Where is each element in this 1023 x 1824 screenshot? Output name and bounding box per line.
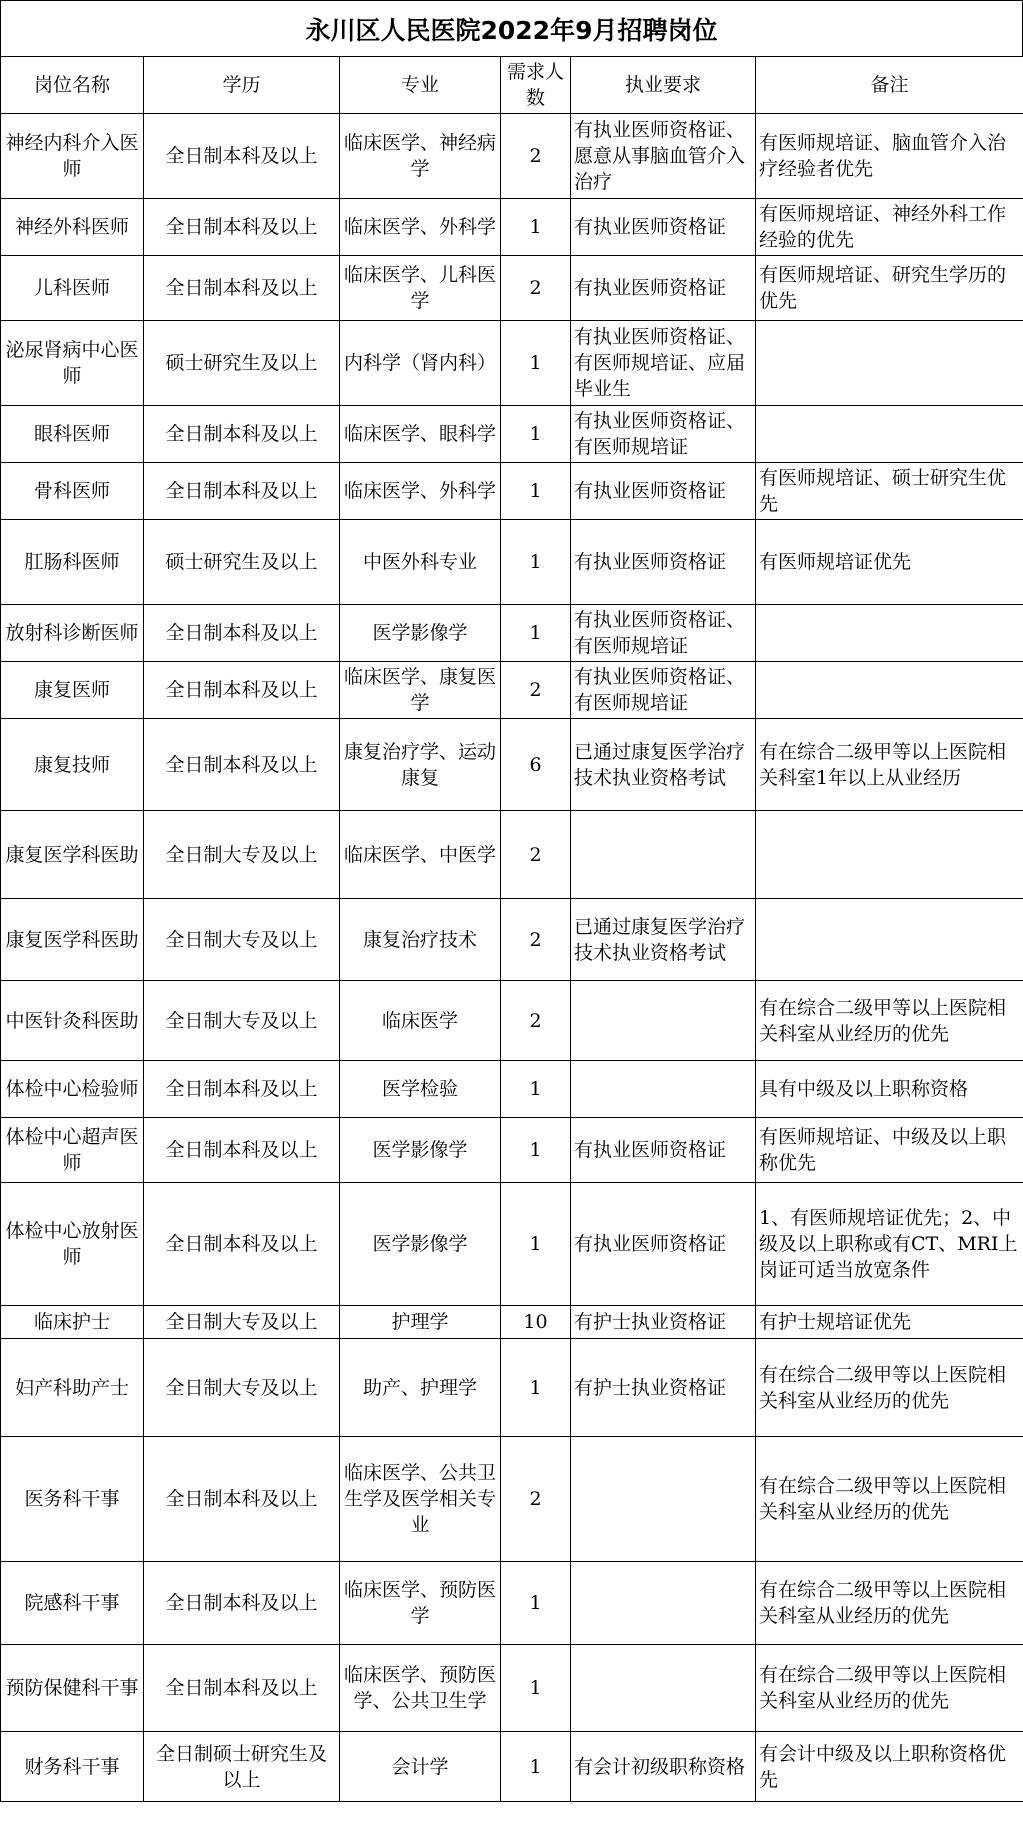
cell-requirement bbox=[571, 811, 756, 899]
cell-position: 妇产科助产士 bbox=[1, 1339, 144, 1437]
cell-education: 全日制本科及以上 bbox=[144, 1437, 340, 1562]
cell-position: 体检中心检验师 bbox=[1, 1061, 144, 1118]
cell-major: 医学检验 bbox=[340, 1061, 501, 1118]
cell-position: 财务科干事 bbox=[1, 1732, 144, 1802]
cell-position: 神经外科医师 bbox=[1, 199, 144, 256]
recruitment-table bbox=[0, 56, 1023, 1802]
cell-education: 全日制本科及以上 bbox=[144, 114, 340, 199]
cell-major: 临床医学、中医学 bbox=[340, 811, 501, 899]
cell-major: 临床医学、预防医学 bbox=[340, 1562, 501, 1645]
cell-remark: 有医师规培证、神经外科工作经验的优先 bbox=[756, 199, 1023, 256]
cell-requirement: 有执业医师资格证、有医师规培证 bbox=[571, 406, 756, 463]
cell-remark bbox=[756, 811, 1023, 899]
table-row bbox=[1, 1118, 1023, 1183]
header-requirement: 执业要求 bbox=[571, 57, 756, 114]
cell-position: 中医针灸科医助 bbox=[1, 981, 144, 1061]
cell-major: 内科学（肾内科） bbox=[340, 321, 501, 406]
table-row bbox=[1, 899, 1023, 981]
cell-major: 康复治疗技术 bbox=[340, 899, 501, 981]
cell-education: 全日制大专及以上 bbox=[144, 899, 340, 981]
cell-education: 全日制本科及以上 bbox=[144, 662, 340, 719]
cell-education: 全日制大专及以上 bbox=[144, 811, 340, 899]
cell-count: 2 bbox=[501, 811, 571, 899]
cell-position: 临床护士 bbox=[1, 1306, 144, 1339]
cell-requirement: 有护士执业资格证 bbox=[571, 1306, 756, 1339]
cell-count: 1 bbox=[501, 605, 571, 662]
cell-education: 全日制大专及以上 bbox=[144, 981, 340, 1061]
cell-remark: 有在综合二级甲等以上医院相关科室从业经历的优先 bbox=[756, 1339, 1023, 1437]
cell-remark: 有在综合二级甲等以上医院相关科室从业经历的优先 bbox=[756, 981, 1023, 1061]
cell-position: 体检中心超声医师 bbox=[1, 1118, 144, 1183]
cell-education: 硕士研究生及以上 bbox=[144, 321, 340, 406]
cell-requirement bbox=[571, 1562, 756, 1645]
table-row bbox=[1, 1339, 1023, 1437]
cell-count: 1 bbox=[501, 321, 571, 406]
cell-major: 临床医学、儿科医学 bbox=[340, 256, 501, 321]
cell-remark bbox=[756, 662, 1023, 719]
cell-count: 1 bbox=[501, 406, 571, 463]
cell-requirement bbox=[571, 1645, 756, 1732]
cell-major: 会计学 bbox=[340, 1732, 501, 1802]
cell-major: 医学影像学 bbox=[340, 1183, 501, 1306]
cell-major: 临床医学、外科学 bbox=[340, 463, 501, 520]
cell-position: 放射科诊断医师 bbox=[1, 605, 144, 662]
cell-count: 2 bbox=[501, 1437, 571, 1562]
table-row bbox=[1, 811, 1023, 899]
table-row bbox=[1, 199, 1023, 256]
cell-remark: 有会计中级及以上职称资格优先 bbox=[756, 1732, 1023, 1802]
table-row bbox=[1, 114, 1023, 199]
cell-position: 眼科医师 bbox=[1, 406, 144, 463]
cell-education: 全日制本科及以上 bbox=[144, 605, 340, 662]
cell-requirement: 有执业医师资格证 bbox=[571, 199, 756, 256]
header-count: 需求人数 bbox=[501, 57, 571, 114]
cell-remark: 有护士规培证优先 bbox=[756, 1306, 1023, 1339]
cell-education: 全日制本科及以上 bbox=[144, 463, 340, 520]
cell-major: 临床医学、神经病学 bbox=[340, 114, 501, 199]
cell-count: 2 bbox=[501, 662, 571, 719]
cell-remark: 有医师规培证、中级及以上职称优先 bbox=[756, 1118, 1023, 1183]
cell-education: 全日制本科及以上 bbox=[144, 256, 340, 321]
table-row bbox=[1, 321, 1023, 406]
cell-requirement: 有执业医师资格证 bbox=[571, 1118, 756, 1183]
cell-requirement: 有执业医师资格证、有医师规培证、应届毕业生 bbox=[571, 321, 756, 406]
cell-position: 骨科医师 bbox=[1, 463, 144, 520]
cell-position: 预防保健科干事 bbox=[1, 1645, 144, 1732]
cell-requirement: 有执业医师资格证、有医师规培证 bbox=[571, 605, 756, 662]
cell-remark bbox=[756, 899, 1023, 981]
cell-count: 6 bbox=[501, 719, 571, 811]
cell-requirement bbox=[571, 981, 756, 1061]
cell-count: 2 bbox=[501, 256, 571, 321]
cell-count: 10 bbox=[501, 1306, 571, 1339]
header-major: 专业 bbox=[340, 57, 501, 114]
cell-position: 神经内科介入医师 bbox=[1, 114, 144, 199]
cell-remark: 有在综合二级甲等以上医院相关科室从业经历的优先 bbox=[756, 1562, 1023, 1645]
cell-position: 肛肠科医师 bbox=[1, 520, 144, 605]
cell-education: 全日制本科及以上 bbox=[144, 199, 340, 256]
cell-remark bbox=[756, 321, 1023, 406]
cell-remark: 有医师规培证、硕士研究生优先 bbox=[756, 463, 1023, 520]
cell-education: 全日制本科及以上 bbox=[144, 1118, 340, 1183]
cell-position: 院感科干事 bbox=[1, 1562, 144, 1645]
cell-position: 康复医学科医助 bbox=[1, 811, 144, 899]
table-row bbox=[1, 1645, 1023, 1732]
cell-count: 1 bbox=[501, 1339, 571, 1437]
cell-requirement: 已通过康复医学治疗技术执业资格考试 bbox=[571, 899, 756, 981]
cell-major: 护理学 bbox=[340, 1306, 501, 1339]
cell-requirement: 有会计初级职称资格 bbox=[571, 1732, 756, 1802]
header-remark: 备注 bbox=[756, 57, 1023, 114]
cell-count: 2 bbox=[501, 981, 571, 1061]
cell-requirement: 有执业医师资格证 bbox=[571, 256, 756, 321]
table-row bbox=[1, 1437, 1023, 1562]
cell-count: 1 bbox=[501, 1645, 571, 1732]
cell-count: 1 bbox=[501, 199, 571, 256]
cell-remark: 具有中级及以上职称资格 bbox=[756, 1061, 1023, 1118]
cell-requirement: 有执业医师资格证、有医师规培证 bbox=[571, 662, 756, 719]
cell-education: 全日制本科及以上 bbox=[144, 1645, 340, 1732]
table-row bbox=[1, 520, 1023, 605]
page-title: 永川区人民医院2022年9月招聘岗位 bbox=[0, 0, 1023, 56]
cell-count: 1 bbox=[501, 463, 571, 520]
cell-requirement: 有护士执业资格证 bbox=[571, 1339, 756, 1437]
cell-remark: 有在综合二级甲等以上医院相关科室从业经历的优先 bbox=[756, 1437, 1023, 1562]
table-row bbox=[1, 1732, 1023, 1802]
cell-position: 体检中心放射医师 bbox=[1, 1183, 144, 1306]
cell-education: 全日制硕士研究生及以上 bbox=[144, 1732, 340, 1802]
cell-major: 康复治疗学、运动康复 bbox=[340, 719, 501, 811]
cell-major: 中医外科专业 bbox=[340, 520, 501, 605]
cell-remark: 有在综合二级甲等以上医院相关科室从业经历的优先 bbox=[756, 1645, 1023, 1732]
cell-education: 硕士研究生及以上 bbox=[144, 520, 340, 605]
cell-position: 康复技师 bbox=[1, 719, 144, 811]
cell-position: 泌尿肾病中心医师 bbox=[1, 321, 144, 406]
table-row bbox=[1, 1562, 1023, 1645]
cell-count: 1 bbox=[501, 1118, 571, 1183]
cell-education: 全日制本科及以上 bbox=[144, 406, 340, 463]
cell-remark bbox=[756, 605, 1023, 662]
cell-count: 1 bbox=[501, 1061, 571, 1118]
cell-position: 康复医学科医助 bbox=[1, 899, 144, 981]
cell-remark: 有医师规培证优先 bbox=[756, 520, 1023, 605]
cell-major: 临床医学、预防医学、公共卫生学 bbox=[340, 1645, 501, 1732]
cell-position: 医务科干事 bbox=[1, 1437, 144, 1562]
cell-education: 全日制本科及以上 bbox=[144, 719, 340, 811]
table-row bbox=[1, 1061, 1023, 1118]
cell-major: 临床医学、康复医学 bbox=[340, 662, 501, 719]
table-row bbox=[1, 406, 1023, 463]
table-row bbox=[1, 719, 1023, 811]
cell-major: 临床医学、外科学 bbox=[340, 199, 501, 256]
cell-education: 全日制本科及以上 bbox=[144, 1562, 340, 1645]
cell-requirement: 有执业医师资格证、愿意从事脑血管介入治疗 bbox=[571, 114, 756, 199]
cell-remark bbox=[756, 406, 1023, 463]
cell-remark: 有在综合二级甲等以上医院相关科室1年以上从业经历 bbox=[756, 719, 1023, 811]
table-row bbox=[1, 605, 1023, 662]
cell-education: 全日制本科及以上 bbox=[144, 1183, 340, 1306]
cell-position: 康复医师 bbox=[1, 662, 144, 719]
header-education: 学历 bbox=[144, 57, 340, 114]
cell-requirement: 有执业医师资格证 bbox=[571, 463, 756, 520]
header-position: 岗位名称 bbox=[1, 57, 144, 114]
cell-major: 医学影像学 bbox=[340, 605, 501, 662]
cell-requirement: 有执业医师资格证 bbox=[571, 1183, 756, 1306]
cell-education: 全日制大专及以上 bbox=[144, 1339, 340, 1437]
table-row bbox=[1, 1306, 1023, 1339]
cell-count: 1 bbox=[501, 1732, 571, 1802]
cell-major: 临床医学 bbox=[340, 981, 501, 1061]
table-row bbox=[1, 981, 1023, 1061]
cell-major: 助产、护理学 bbox=[340, 1339, 501, 1437]
cell-major: 医学影像学 bbox=[340, 1118, 501, 1183]
cell-remark: 有医师规培证、脑血管介入治疗经验者优先 bbox=[756, 114, 1023, 199]
cell-major: 临床医学、公共卫生学及医学相关专业 bbox=[340, 1437, 501, 1562]
table-row bbox=[1, 256, 1023, 321]
cell-count: 1 bbox=[501, 1183, 571, 1306]
cell-position: 儿科医师 bbox=[1, 256, 144, 321]
table-row bbox=[1, 662, 1023, 719]
cell-remark: 有医师规培证、研究生学历的优先 bbox=[756, 256, 1023, 321]
cell-count: 2 bbox=[501, 899, 571, 981]
cell-requirement bbox=[571, 1061, 756, 1118]
cell-count: 1 bbox=[501, 1562, 571, 1645]
table-row bbox=[1, 1183, 1023, 1306]
cell-major: 临床医学、眼科学 bbox=[340, 406, 501, 463]
cell-education: 全日制本科及以上 bbox=[144, 1061, 340, 1118]
cell-requirement: 有执业医师资格证 bbox=[571, 520, 756, 605]
header-row bbox=[1, 57, 1023, 114]
cell-remark: 1、有医师规培证优先；2、中级及以上职称或有CT、MRI上岗证可适当放宽条件 bbox=[756, 1183, 1023, 1306]
cell-education: 全日制大专及以上 bbox=[144, 1306, 340, 1339]
cell-count: 2 bbox=[501, 114, 571, 199]
cell-requirement: 已通过康复医学治疗技术执业资格考试 bbox=[571, 719, 756, 811]
cell-count: 1 bbox=[501, 520, 571, 605]
cell-requirement bbox=[571, 1437, 756, 1562]
table-row bbox=[1, 463, 1023, 520]
